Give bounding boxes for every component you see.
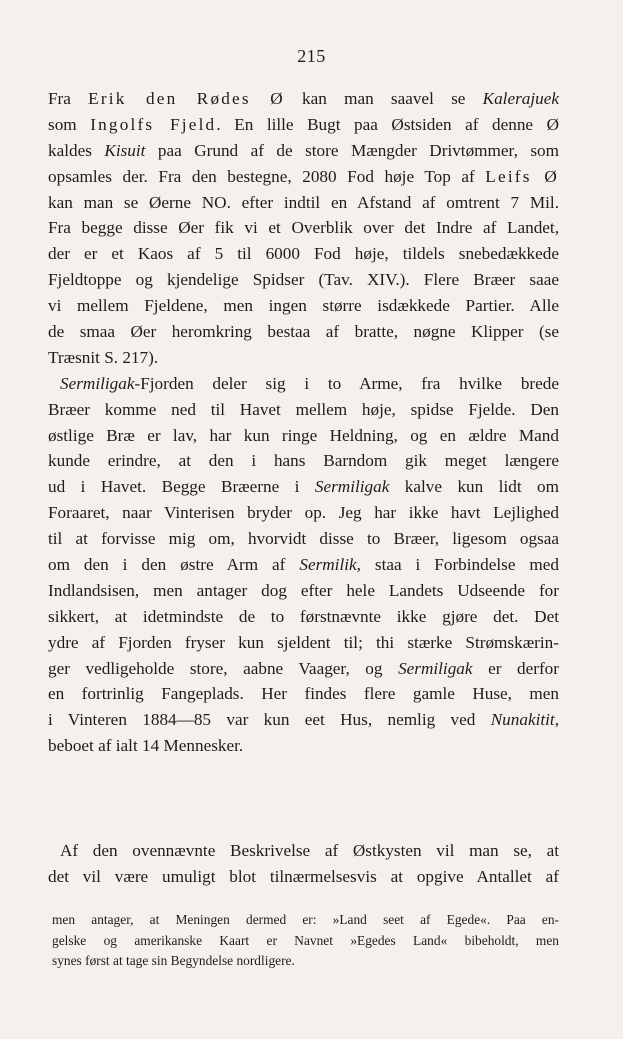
text-run: de smaa Øer heromkring bestaa af bratte, nøgne Klipper (se: [48, 322, 559, 342]
text-line: [48, 319, 559, 345]
text-line: [48, 526, 559, 552]
text-run: i Vinteren 1884—85 var kun eet Hus, nemlig ved: [48, 710, 491, 730]
text-run: til at forvisse mig om, hvorvidt disse to Bræer, ligesom ogsaa: [48, 529, 559, 549]
text-line: [48, 578, 559, 604]
text-line: [48, 733, 559, 759]
text-run: en fortrinlig Fangeplads. Her findes flere gamle Huse, men: [48, 684, 559, 704]
text-run: østlige Bræ er lav, har kun ringe Heldning, og en ældre Mand: [48, 425, 559, 445]
text-line: [48, 864, 559, 890]
footnote-line: synes først at tage sin Begyndelse nordligere.: [52, 953, 295, 968]
text-line: [48, 838, 559, 864]
text-run: som: [48, 114, 91, 134]
text-line: [48, 423, 559, 449]
spaced-name: Ingolfs Fjeld: [90, 114, 217, 134]
text-line: [48, 138, 559, 164]
text-run: paa Grund af de store Mængder Drivtømmer, som: [145, 140, 559, 160]
text-run: . En lille Bugt paa Østsiden af denne Ø: [216, 114, 560, 134]
text-run: vi mellem Fjeldene, men ingen større isdækkede Partier. Alle: [48, 296, 559, 316]
text-run: ,: [554, 710, 559, 730]
text-run: om den i den østre Arm af: [48, 555, 300, 575]
text-run: Bræer komme ned til Havet mellem høje, spidse Fjelde. Den: [48, 399, 559, 419]
text-run: er derfor: [472, 658, 559, 678]
text-run: Fra: [48, 89, 89, 108]
text-run: ydre af Fjorden fryser kun sjeldent til; thi stærke Strømskærin-: [48, 632, 559, 652]
italic-term: Kisuit: [104, 140, 146, 160]
italic-term: Sermilik: [299, 555, 357, 575]
text-line: [48, 215, 559, 241]
footnote: [52, 910, 559, 972]
text-line: [48, 656, 559, 682]
text-line: [48, 552, 559, 578]
text-run: ger vedligeholde store, aabne Vaager, og: [48, 658, 399, 678]
text-line: [48, 164, 559, 190]
text-line: [48, 267, 559, 293]
italic-term: Sermiligak: [314, 477, 390, 497]
text-line: [48, 630, 559, 656]
text-run: kaldes: [48, 140, 105, 160]
text-line: [48, 604, 559, 630]
text-run: Fjeldtoppe og kjendelige Spidser (Tav. XIV.). Flere Bræer saae: [48, 270, 559, 290]
text-line: [48, 112, 559, 138]
text-run: kalve kun lidt om: [389, 477, 559, 497]
italic-term: Sermiligak: [398, 658, 473, 678]
text-run: Indlandsisen, men antager dog efter hele Landets Udseende for: [48, 580, 559, 600]
text-line: [48, 474, 559, 500]
text-line: [48, 190, 559, 216]
text-run: kan man saavel se: [284, 89, 483, 108]
spaced-name: Erik den Rødes Ø: [88, 89, 285, 108]
text-line: [48, 241, 559, 267]
footnote-line: men antager, at Meningen dermed er: »Land seet af Egede«. Paa en-: [52, 912, 559, 927]
text-run: sikkert, at idetmindste de to førstnævnte ikke gjøre det. Det: [48, 606, 559, 626]
italic-term: Sermiligak: [60, 373, 135, 393]
text-line: [48, 345, 559, 371]
text-line: [48, 293, 559, 319]
text-run: Foraaret, naar Vinterisen bryder op. Jeg har ikke havt Lejlighed: [48, 503, 559, 523]
text-line: [48, 707, 559, 733]
text-line: [48, 397, 559, 423]
text-run: kan man se Øerne NO. efter indtil en Afstand af omtrent 7 Mil.: [48, 192, 559, 212]
spaced-name: Leifs Ø: [485, 166, 559, 186]
footnote-line: gelske og amerikanske Kaart er Navnet »Egedes Land« bibeholdt, men: [52, 932, 559, 948]
main-paragraphs: [48, 86, 559, 759]
text-line: [48, 86, 559, 112]
text-run: , staa i Forbindelse med: [356, 555, 559, 575]
text-line: [48, 371, 559, 397]
text-line: [48, 500, 559, 526]
text-run: ud i Havet. Begge Bræerne i: [48, 477, 315, 497]
page-number: 215: [297, 46, 326, 66]
text-run: beboet af ialt 14 Mennesker.: [48, 736, 244, 756]
text-run: det vil være umuligt blot tilnærmelsesvis at opgive Antallet af: [48, 866, 559, 886]
text-line: [48, 681, 559, 707]
text-run: opsamles der. Fra den bestegne, 2080 Fod høje Top af: [48, 166, 486, 186]
text-run: -Fjorden deler sig i to Arme, fra hvilke brede: [134, 373, 559, 393]
italic-term: Nunakitit: [490, 710, 555, 730]
text-run: der er et Kaos af 5 til 6000 Fod høje, tildels snebedækkede: [48, 244, 559, 264]
text-run: kunde erindre, at den i hans Barndom gik meget længere: [48, 451, 559, 471]
text-line: [48, 448, 559, 474]
text-run: Træsnit S. 217).: [48, 347, 159, 367]
text-run: Fra begge disse Øer fik vi et Overblik over det Indre af Landet,: [48, 218, 559, 238]
text-run: Af den ovennævnte Beskrivelse af Østkysten vil man se, at: [60, 841, 559, 860]
closing-paragraph: [48, 838, 559, 890]
italic-term: Kalerajuek: [482, 89, 559, 108]
